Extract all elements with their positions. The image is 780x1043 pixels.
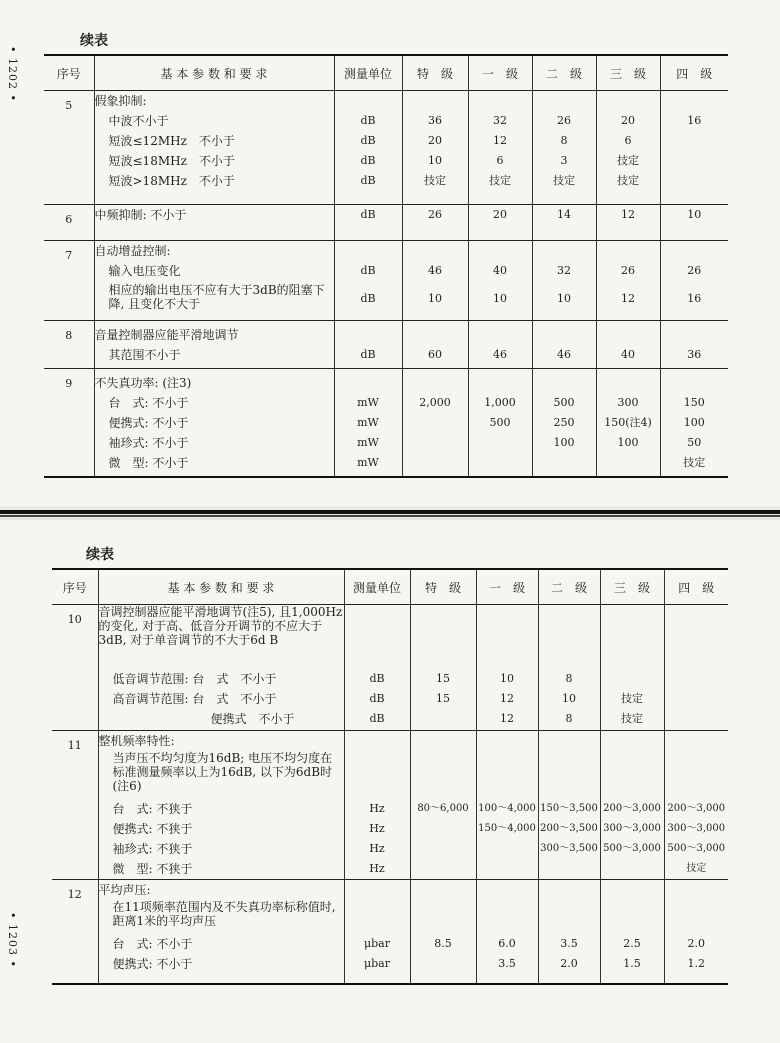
row-unit: μbar μbar: [344, 880, 410, 984]
grade-special-values: 8.5: [410, 880, 476, 984]
grade-2-values: 500 250 100: [532, 369, 596, 477]
grade-1-values: 6.0 3.5: [476, 880, 538, 984]
row-description: 假象抑制: 中波不小于 短波≤12MHz 不小于 短波≤18MHz 不小于 短波>18MHz 不小于: [94, 91, 334, 205]
grade-4-values: 2.0 1.2: [664, 880, 728, 984]
grade-1-values: 32 12 6 技定: [468, 91, 532, 205]
grade-2-values: 14: [532, 205, 596, 241]
grade-4-values: 200～3,000 300～3,000 500～3,000 技定: [664, 731, 728, 880]
grade-2-values: 32 10: [532, 241, 596, 321]
header-cell: 一 级: [476, 569, 538, 605]
row-description: 不失真功率: (注3) 台 式: 不小于 便携式: 不小于 袖珍式: 不小于 微 型: 不小于: [94, 369, 334, 477]
grade-special-values: 26: [402, 205, 468, 241]
header-cell: 三 级: [600, 569, 664, 605]
row-unit: dB: [334, 321, 402, 369]
header-cell: 一 级: [468, 55, 532, 91]
grade-special-values: 46 10: [402, 241, 468, 321]
spec-table-bottom: [52, 568, 728, 985]
row-unit: Hz Hz Hz Hz: [344, 731, 410, 880]
grade-3-values: 12: [596, 205, 660, 241]
row-description: 自动增益控制: 输入电压变化 相应的输出电压不应有大于3dB的阻塞下降, 且变化不大于: [94, 241, 334, 321]
header-cell: 基 本 参 数 和 要 求: [98, 569, 344, 605]
page-number-bottom: • 1203 •: [6, 912, 19, 968]
grade-3-values: 技定 技定: [600, 605, 664, 731]
row-number: 6: [44, 205, 94, 241]
grade-1-values: 40 10: [468, 241, 532, 321]
grade-3-values: 2.5 1.5: [600, 880, 664, 984]
row-unit: dB dB dB: [344, 605, 410, 731]
header-cell: 基 本 参 数 和 要 求: [94, 55, 334, 91]
grade-1-values: 20: [468, 205, 532, 241]
row-number: 5: [44, 91, 94, 205]
grade-special-values: 80～6,000: [410, 731, 476, 880]
grade-1-values: 100～4,000 150～4,000: [476, 731, 538, 880]
header-cell: 三 级: [596, 55, 660, 91]
table-row: [44, 205, 728, 241]
grade-3-values: 26 12: [596, 241, 660, 321]
table-header: [44, 55, 728, 91]
page-divider: [0, 506, 780, 520]
row-unit: dB dB: [334, 241, 402, 321]
row-number: 10: [52, 605, 98, 731]
header-cell: 二 级: [538, 569, 600, 605]
grade-2-values: 26 8 3 技定: [532, 91, 596, 205]
continued-label-bottom: 续表: [86, 547, 114, 563]
grade-3-values: 20 6 技定 技定: [596, 91, 660, 205]
header-cell: 特 级: [410, 569, 476, 605]
grade-1-values: 46: [468, 321, 532, 369]
grade-1-values: 10 12 12: [476, 605, 538, 731]
grade-1-values: 1,000 500: [468, 369, 532, 477]
row-description: 中频抑制: 不小于: [94, 205, 334, 241]
table-row: [52, 731, 728, 880]
header-cell: 测量单位: [344, 569, 410, 605]
table-header: [52, 569, 728, 605]
grade-4-values: [664, 605, 728, 731]
header-cell: 二 级: [532, 55, 596, 91]
grade-special-values: 60: [402, 321, 468, 369]
grade-special-values: 36 20 10 技定: [402, 91, 468, 205]
row-description: 音量控制器应能平滑地调节 其范围不小于: [94, 321, 334, 369]
page-number-top: • 1202 •: [6, 46, 19, 102]
grade-4-values: 150 100 50 技定: [660, 369, 728, 477]
row-unit: dB: [334, 205, 402, 241]
table-row: [52, 880, 728, 984]
row-description: 平均声压: 在11项频率范围内及不失真功率标称值时, 距离1米的平均声压 台 式: 不小于 便携式: 不小于: [98, 880, 344, 984]
spec-table-top: [44, 54, 728, 478]
grade-2-values: 46: [532, 321, 596, 369]
table-row: [52, 605, 728, 731]
row-unit: dB dB dB dB: [334, 91, 402, 205]
grade-4-values: 36: [660, 321, 728, 369]
grade-2-values: 150～3,500 200～3,500 300～3,500: [538, 731, 600, 880]
row-number: 8: [44, 321, 94, 369]
table-row: [44, 91, 728, 205]
row-number: 9: [44, 369, 94, 477]
grade-3-values: 40: [596, 321, 660, 369]
row-description: 音调控制器应能平滑地调节(注5), 且1,000Hz的变化, 对于高、低音分开调节的不应大于3dB, 对于单音调节的不大于6d B 低音调节范围: 台 式 不小于 高音调节范围: 台 式 不小于 便携式 不小于: [98, 605, 344, 731]
grade-4-values: 26 16: [660, 241, 728, 321]
grade-4-values: 16: [660, 91, 728, 205]
row-number: 11: [52, 731, 98, 880]
grade-4-values: 10: [660, 205, 728, 241]
header-cell: 测量单位: [334, 55, 402, 91]
grade-2-values: 8 10 8: [538, 605, 600, 731]
header-cell: 四 级: [660, 55, 728, 91]
grade-3-values: 200～3,000 300～3,000 500～3,000: [600, 731, 664, 880]
row-number: 12: [52, 880, 98, 984]
continued-label-top: 续表: [80, 33, 108, 49]
table-row: [44, 241, 728, 321]
grade-special-values: 15 15: [410, 605, 476, 731]
header-cell: 特 级: [402, 55, 468, 91]
grade-2-values: 3.5 2.0: [538, 880, 600, 984]
table-row: [44, 369, 728, 477]
header-cell: 序号: [52, 569, 98, 605]
table-row: [44, 321, 728, 369]
header-cell: 序号: [44, 55, 94, 91]
row-number: 7: [44, 241, 94, 321]
header-cell: 四 级: [664, 569, 728, 605]
grade-special-values: 2,000: [402, 369, 468, 477]
row-description: 整机频率特性: 当声压不均匀度为16dB; 电压不均匀度在标准测量频率以上为16dB, 以下为6dB时(注6) 台 式: 不狭于 便携式: 不狭于 袖珍式: 不狭于 微 型: 不狭于: [98, 731, 344, 880]
row-unit: mW mW mW mW: [334, 369, 402, 477]
grade-3-values: 300 150(注4) 100: [596, 369, 660, 477]
